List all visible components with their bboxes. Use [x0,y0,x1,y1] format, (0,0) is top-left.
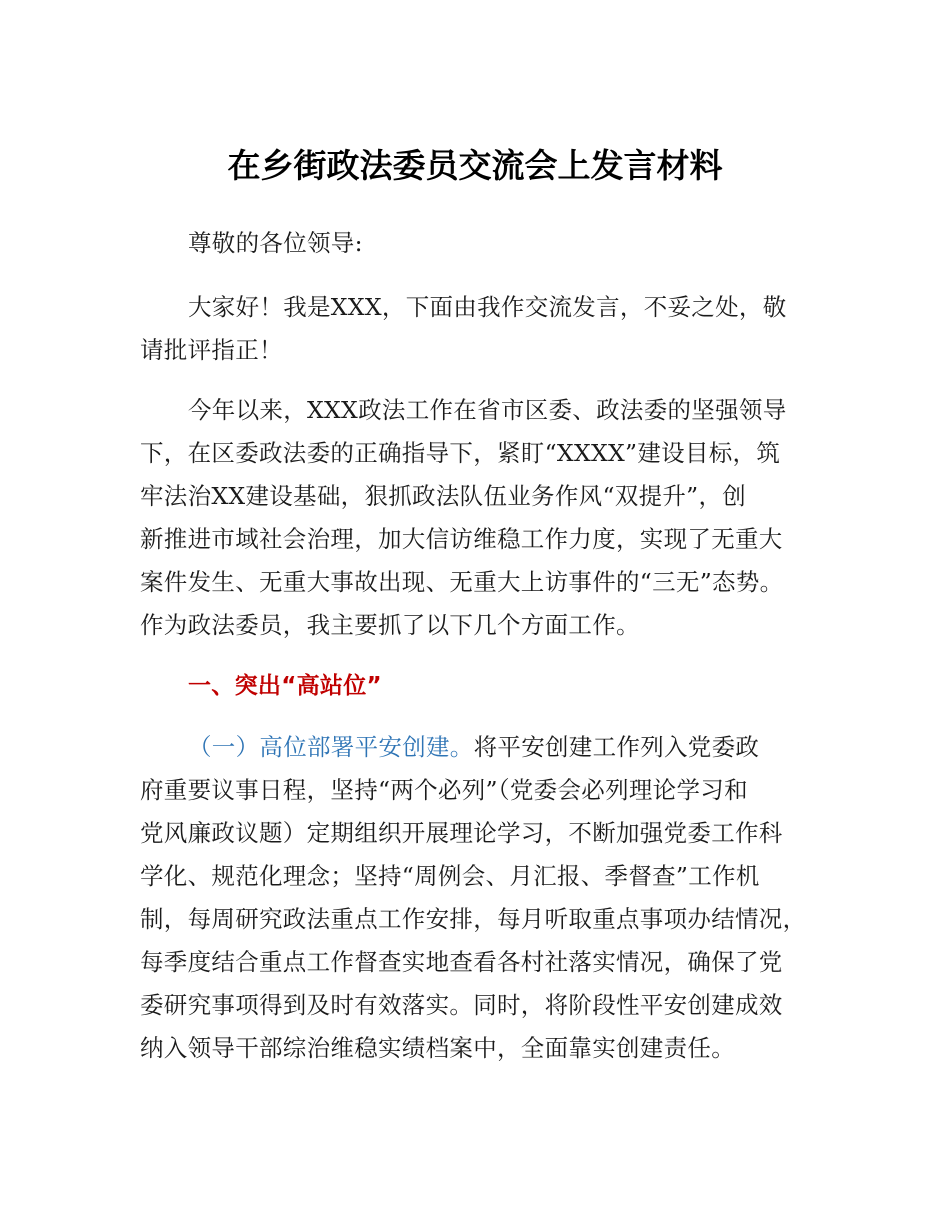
paragraph-1 [140,389,830,647]
subsection1-line-5: 制，每周研究政法重点工作安排，每月听取重点事项办结情况， [140,905,807,933]
subsection1-line-2: 府重要议事日程，坚持“两个必列”（党委会必列理论学习和 [140,776,748,804]
subsection1-line-1 [140,726,830,769]
para1-line-3: 牢法治XX建设基础，狠抓政法队伍业务作风“双提升”，创 [140,482,747,510]
salutation-line: 尊敬的各位领导: [188,229,363,257]
intro-line-1: 大家好！我是XXX，下面由我作交流发言，不妥之处，敬 [188,293,787,321]
para1-line-6: 作为政法委员，我主要抓了以下几个方面工作。 [140,611,640,639]
para1-line-4: 新推进市域社会治理，加大信访维稳工作力度，实现了无重大 [140,525,783,553]
subsection1-line-6: 每季度结合重点工作督查实地查看各村社落实情况，确保了党 [140,948,783,976]
section-1 [140,665,830,708]
para1-line-1: 今年以来，XXX政法工作在省市区委、政法委的坚强领导 [188,396,787,424]
subsection1-line-8: 纳入领导干部综治维稳实绩档案中，全面靠实创建责任。 [140,1034,735,1062]
subsection1-line-4: 学化、规范化理念；坚持“周例会、月汇报、季督查”工作机 [140,862,760,890]
para1-line-2: 下，在区委政法委的正确指导下，紧盯“XXXX”建设目标，筑 [140,439,781,467]
salutation [140,222,830,265]
subsection-1 [140,726,830,1070]
subsection1-line-3: 党风廉政议题）定期组织开展理论学习，不断加强党委工作科 [140,819,783,847]
section1-heading: 一、突出“高站位” [188,673,382,699]
document-title: 在乡街政法委员交流会上发言材料 [227,146,723,185]
subsection1-first-line-rest: 将平安创建工作列入党委政 [473,733,760,761]
subsection1-line-7: 委研究事项得到及时有效落实。同时，将阶段性平安创建成效 [140,991,783,1019]
subsection1-heading: （一）高位部署平安创建。 [188,733,474,761]
intro-line-2: 请批评指正！ [140,336,283,364]
intro-paragraph [140,286,830,372]
para1-line-5: 案件发生、无重大事故出现、无重大上访事件的“三无”态势。 [140,568,784,596]
